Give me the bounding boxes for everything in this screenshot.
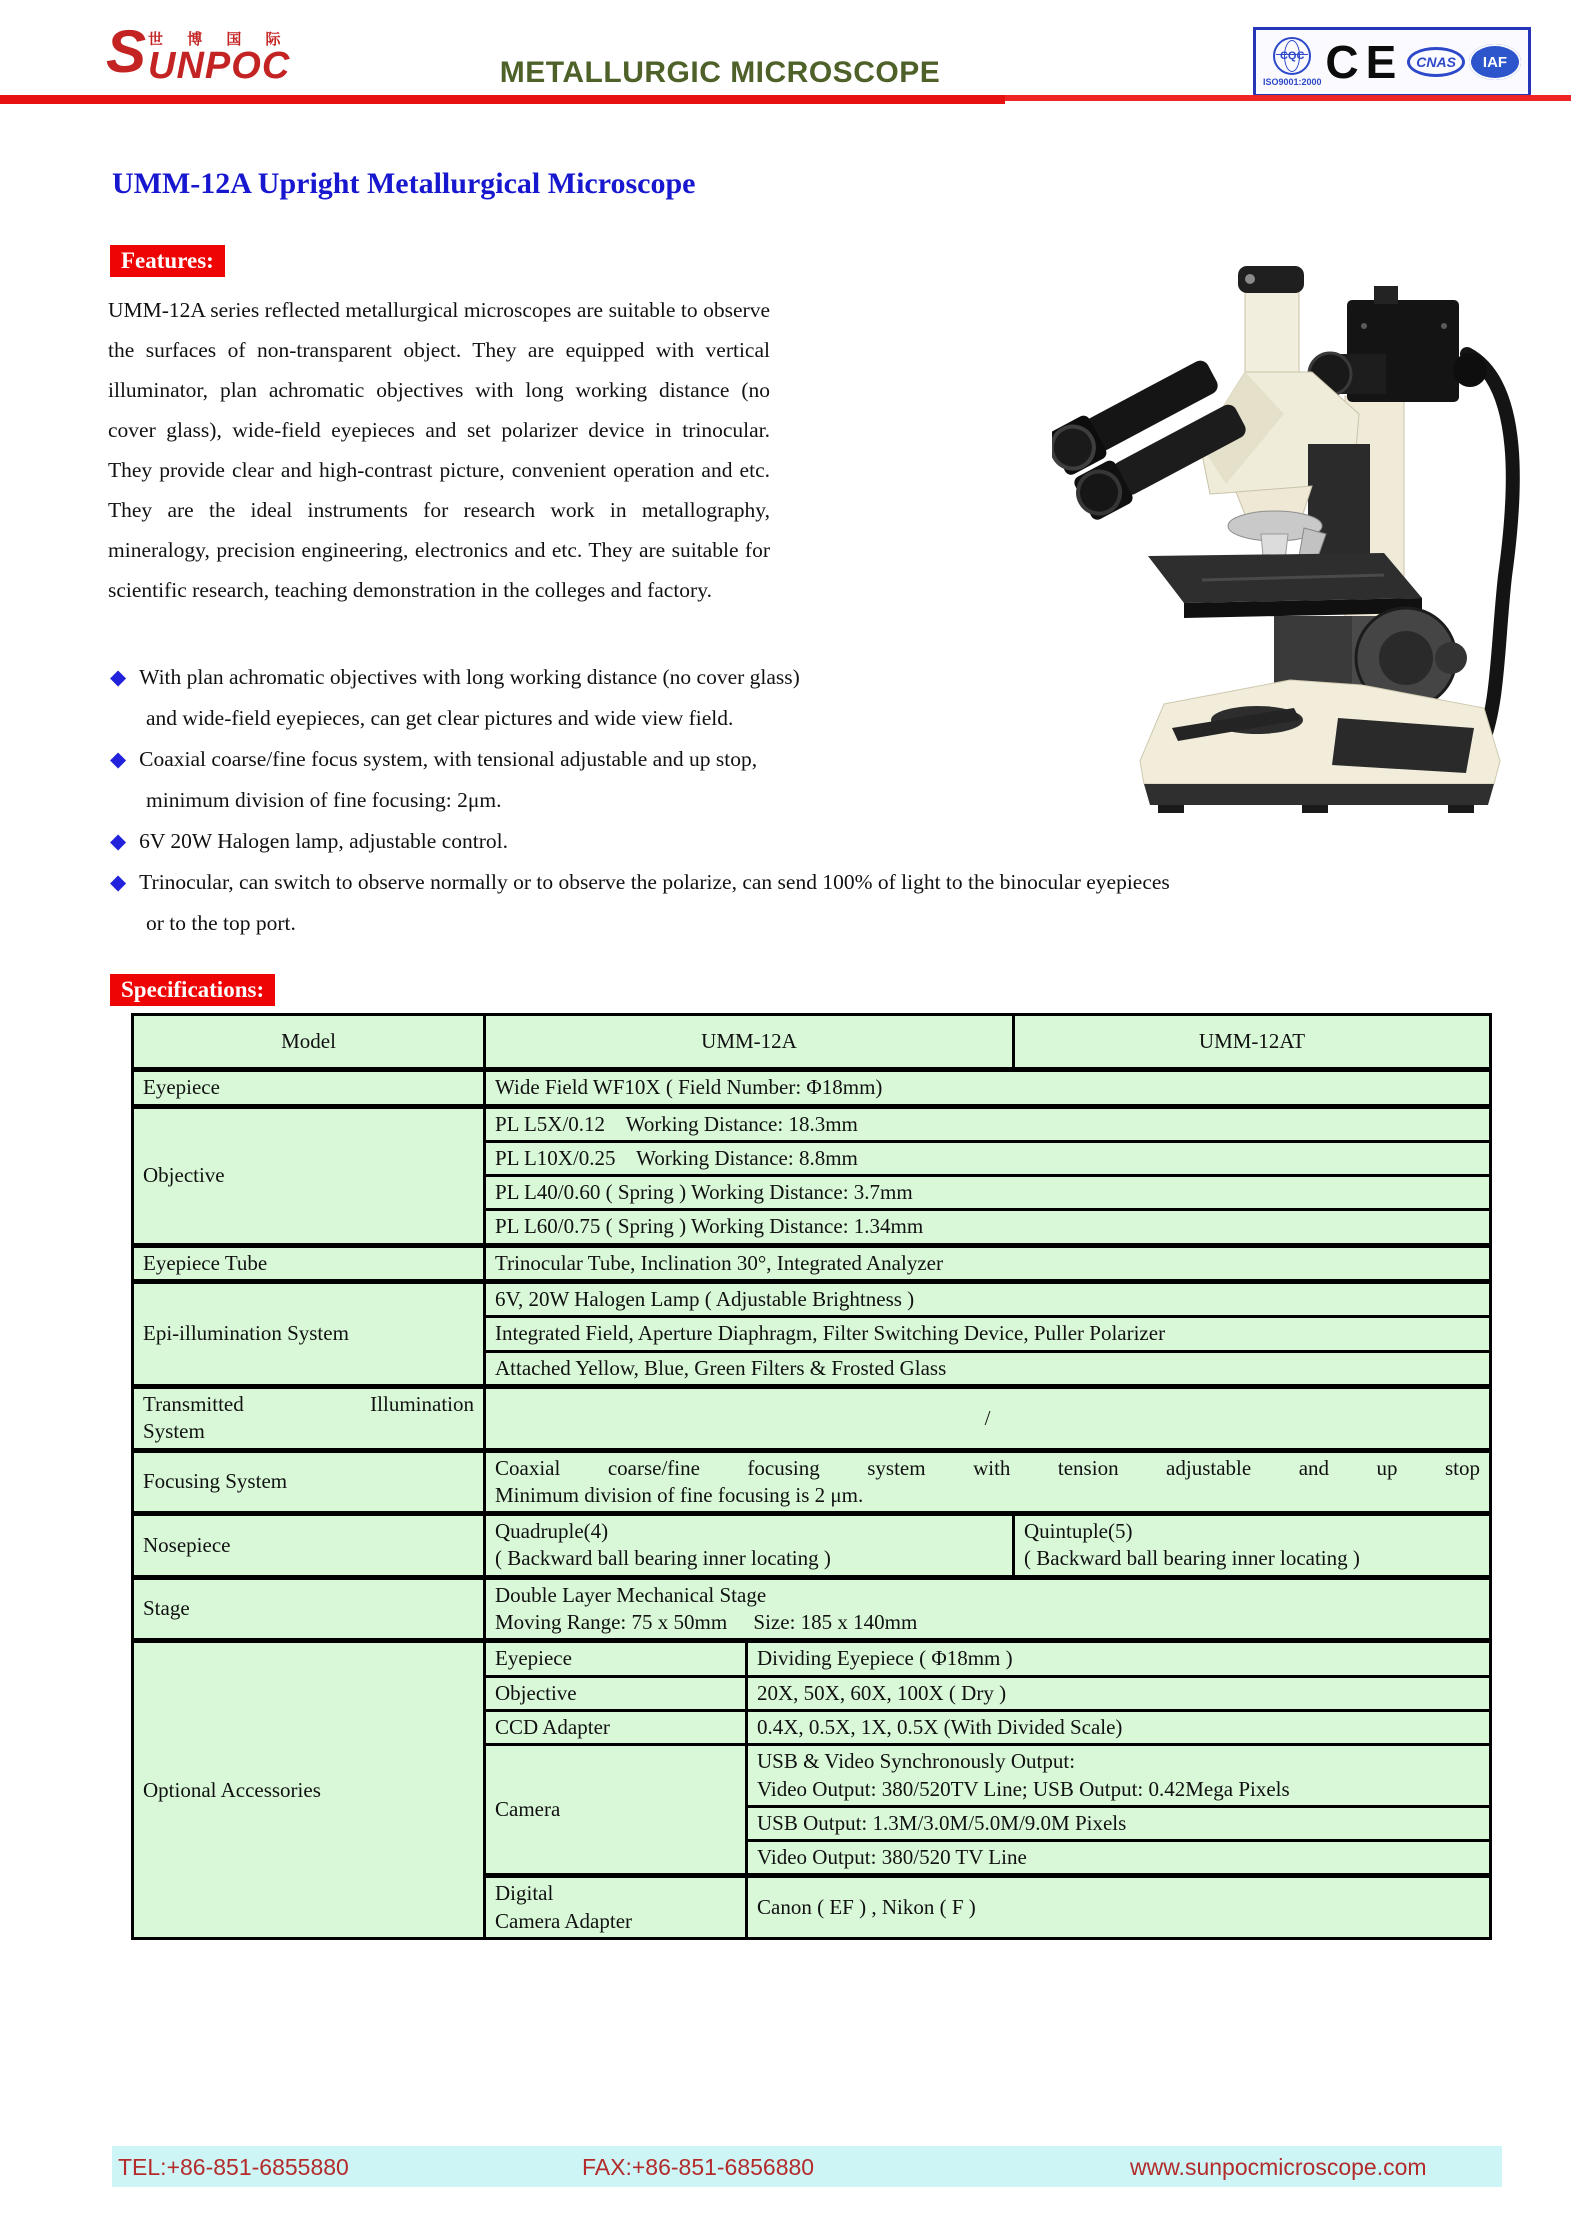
table-row <box>133 1577 1491 1641</box>
nosepiece-at-line1: Quintuple(5) <box>1024 1519 1133 1544</box>
bullet-text: and wide-field eyepieces, can get clear pictures and wide view field. <box>146 706 734 730</box>
page-header-title: METALLURGIC MICROSCOPE <box>499 56 941 89</box>
header-cell-umm12a: UMM-12A <box>485 1015 1014 1070</box>
header-red-bar <box>0 95 1005 104</box>
list-item <box>110 739 1522 780</box>
table-header-row <box>133 1015 1491 1070</box>
bullet-text: With plan achromatic objectives with long working distance (no cover glass) <box>139 665 800 689</box>
cqc-globe-icon: CQC <box>1273 37 1311 75</box>
bullet-text: minimum division of fine focusing: 2μm. <box>146 788 502 812</box>
cell-transmitted-value: / <box>485 1386 1491 1450</box>
cell-objective-4: PL L60/0.75 ( Spring ) Working Distance: 1.34mm <box>485 1210 1491 1245</box>
bullet-text: or to the top port. <box>146 911 296 935</box>
list-item <box>110 862 1522 903</box>
list-item <box>110 821 1522 862</box>
logo-brand-text: UNPOC <box>148 45 291 87</box>
sub-label-opt-eyepiece: Eyepiece <box>485 1641 747 1676</box>
table-row <box>133 1386 1491 1450</box>
table-row <box>133 1450 1491 1514</box>
row-label-optional-accessories: Optional Accessories <box>133 1641 485 1939</box>
dca-label-line1: Digital <box>495 1881 554 1906</box>
ce-mark-icon: CE <box>1325 36 1404 88</box>
row-label-epi-illumination: Epi-illumination System <box>133 1282 485 1387</box>
table-row <box>133 1070 1491 1106</box>
logo-initial: S <box>106 18 147 85</box>
nosepiece-a-line2: ( Backward ball bearing inner locating ) <box>495 1546 831 1571</box>
stage-line1: Double Layer Mechanical Stage <box>495 1582 767 1607</box>
list-item <box>110 657 1522 698</box>
cell-objective-1: PL L5X/0.12 Working Distance: 18.3mm <box>485 1106 1491 1141</box>
bullet-text: Coaxial coarse/fine focus system, with tensional adjustable and up stop, <box>139 747 758 771</box>
iaf-badge-icon: IAF <box>1469 44 1521 80</box>
nosepiece-at-line2: ( Backward ball bearing inner locating ) <box>1024 1546 1360 1571</box>
header-red-bar-thin <box>1005 95 1571 101</box>
cell-opt-objective-value: 20X, 50X, 60X, 100X ( Dry ) <box>747 1676 1491 1710</box>
cell-camera-1 <box>747 1745 1491 1807</box>
row-label-stage: Stage <box>133 1577 485 1641</box>
cell-objective-3: PL L40/0.60 ( Spring ) Working Distance: 3.7mm <box>485 1176 1491 1210</box>
sub-label-opt-ccd: CCD Adapter <box>485 1710 747 1744</box>
row-label-eyepiece: Eyepiece <box>133 1070 485 1106</box>
sunpoc-logo <box>106 18 291 87</box>
diamond-bullet-icon: ◆ <box>110 829 127 853</box>
features-section-label: Features: <box>110 245 225 277</box>
features-bullet-list <box>110 657 1522 944</box>
cell-nosepiece-umm12at <box>1014 1514 1491 1578</box>
header-cell-model: Model <box>133 1015 485 1070</box>
cell-objective-2: PL L10X/0.25 Working Distance: 8.8mm <box>485 1141 1491 1175</box>
diamond-bullet-icon: ◆ <box>110 870 127 894</box>
bullet-text: Trinocular, can switch to observe normally or to observe the polarize, can send 100% of light to the binocular eyepieces <box>139 870 1170 894</box>
cell-focusing-value <box>485 1450 1491 1514</box>
cell-camera-3: Video Output: 380/520 TV Line <box>747 1841 1491 1876</box>
cell-nosepiece-umm12a <box>485 1514 1014 1578</box>
focusing-line2: Minimum division of fine focusing is 2 μm. <box>495 1482 864 1507</box>
cell-stage-value <box>485 1577 1491 1641</box>
product-title: UMM-12A Upright Metallurgical Microscope <box>112 167 696 200</box>
cnas-badge-icon: CNAS <box>1407 47 1465 77</box>
bullet-text: 6V 20W Halogen lamp, adjustable control. <box>139 829 508 853</box>
diamond-bullet-icon: ◆ <box>110 665 127 689</box>
footer-fax: FAX:+86-851-6856880 <box>582 2154 815 2180</box>
stage-line2: Moving Range: 75 x 50mm Size: 185 x 140mm <box>495 1610 918 1635</box>
row-label-eyepiece-tube: Eyepiece Tube <box>133 1245 485 1281</box>
dca-label-line2: Camera Adapter <box>495 1908 633 1933</box>
cqc-badge <box>1263 37 1322 87</box>
row-label-focusing: Focusing System <box>133 1450 485 1514</box>
specifications-section-label: Specifications: <box>110 974 275 1006</box>
nosepiece-a-line1: Quadruple(4) <box>495 1519 609 1544</box>
sub-label-digital-camera-adapter <box>485 1876 747 1939</box>
row-label-nosepiece: Nosepiece <box>133 1514 485 1578</box>
specifications-table <box>131 1013 1492 1940</box>
table-row <box>133 1245 1491 1281</box>
camera-row1-line2: Video Output: 380/520TV Line; USB Output: 0.42Mega Pixels <box>757 1776 1290 1801</box>
cell-camera-2: USB Output: 1.3M/3.0M/5.0M/9.0M Pixels <box>747 1806 1491 1840</box>
cell-opt-ccd-value: 0.4X, 0.5X, 1X, 0.5X (With Divided Scale) <box>747 1710 1491 1744</box>
footer-tel: TEL:+86-851-6855880 <box>118 2154 349 2180</box>
cell-epi-2: Integrated Field, Aperture Diaphragm, Filter Switching Device, Puller Polarizer <box>485 1317 1491 1351</box>
row-label-objective: Objective <box>133 1106 485 1245</box>
focusing-line1: Coaxial coarse/fine focusing system with tension adjustable and up stop <box>495 1455 1481 1480</box>
cell-eyepiece-value: Wide Field WF10X ( Field Number: Φ18mm) <box>485 1070 1491 1106</box>
camera-row1-line1: USB & Video Synchronously Output: <box>757 1749 1076 1774</box>
header-cell-umm12at: UMM-12AT <box>1014 1015 1491 1070</box>
transmitted-label-line2: System <box>143 1419 205 1444</box>
table-row <box>133 1514 1491 1578</box>
cell-epi-1: 6V, 20W Halogen Lamp ( Adjustable Brightness ) <box>485 1282 1491 1317</box>
certification-badges <box>1253 27 1531 97</box>
transmitted-label-line1: Transmitted Illumination <box>143 1391 474 1416</box>
table-row <box>133 1106 1491 1141</box>
intro-paragraph: UMM-12A series reflected metallurgical microscopes are suitable to observe the surfaces of non-transparent object. They are equipped with vertical illuminator, plan achromatic objectives with long working distance (no cover glass), wide-field eyepieces and set polarizer device in trinocular. They provide clear and high-contrast picture, convenient operation and etc. They are the ideal instruments for research work in metallography, mineralogy, precision engineering, electronics and etc. They are suitable for scientific research, teaching demonstration in the colleges and factory. <box>108 298 770 602</box>
table-row <box>133 1641 1491 1676</box>
row-label-transmitted <box>133 1386 485 1450</box>
iso-label: ISO9001:2000 <box>1262 77 1322 87</box>
page-footer <box>112 2146 1502 2187</box>
logo-chinese-text: 世 博 国 际 <box>148 31 291 48</box>
footer-website-link[interactable]: www.sunpocmicroscope.com <box>1130 2154 1427 2180</box>
cell-dca-value: Canon ( EF ) , Nikon ( F ) <box>747 1876 1491 1939</box>
table-row <box>133 1282 1491 1317</box>
sub-label-camera: Camera <box>485 1745 747 1876</box>
diamond-bullet-icon: ◆ <box>110 747 127 771</box>
cell-opt-eyepiece-value: Dividing Eyepiece ( Φ18mm ) <box>747 1641 1491 1676</box>
cell-epi-3: Attached Yellow, Blue, Green Filters & Frosted Glass <box>485 1351 1491 1386</box>
cell-eyepiece-tube-value: Trinocular Tube, Inclination 30°, Integrated Analyzer <box>485 1245 1491 1281</box>
sub-label-opt-objective: Objective <box>485 1676 747 1710</box>
